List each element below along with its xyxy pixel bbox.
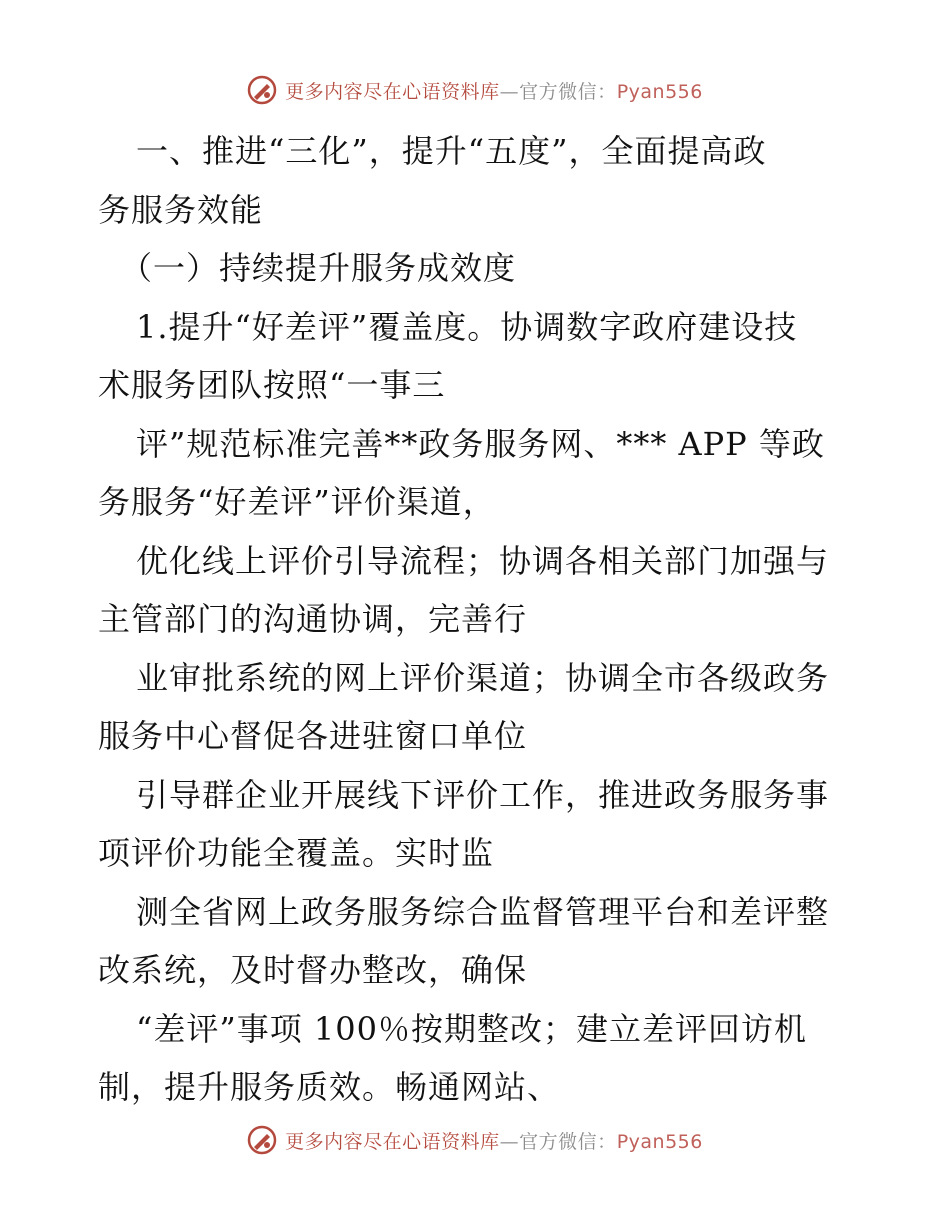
paragraph-line: 业审批系统的网上评价渠道；协调全市各级政务 [136, 658, 830, 697]
watermark-text [285, 77, 703, 104]
watermark-header [0, 70, 950, 110]
paragraph-line: 制，提升服务质效。畅通网站、 [98, 1068, 561, 1106]
watermark-footer [0, 1120, 950, 1160]
pen-logo-icon [247, 75, 277, 105]
paragraph-line: 项评价功能全覆盖。实时监 [98, 834, 495, 872]
paragraph-line: 1.提升“好差评”覆盖度。协调数字政府建设技 [136, 307, 798, 346]
paragraph-line: 改系统，及时督办整改，确保 [98, 951, 528, 989]
paragraph-line: “差评”事项 100％按期整改；建立差评回访机 [136, 1009, 807, 1048]
watermark-official: 官方微信： [519, 80, 617, 103]
subheading-line: （一）持续提升服务成效度 [120, 249, 517, 287]
heading-line-1: 一、推进“三化”，提升“五度”，全面提高政 [136, 132, 767, 170]
paragraph-line: 优化线上评价引导流程；协调各相关部门加强与 [136, 541, 830, 580]
watermark-official: 官方微信： [519, 1130, 617, 1153]
document-body [98, 122, 852, 1117]
watermark-wechat-id: Pyan556 [616, 1130, 703, 1153]
heading-line-2: 务服务效能 [98, 190, 264, 229]
watermark-wechat-id: Pyan556 [616, 80, 703, 103]
watermark-site: 更多内容尽在心语资料库 [285, 80, 500, 103]
paragraph-line: 评”规范标准完善**政务服务网、*** APP 等政 [136, 424, 825, 463]
paragraph-line: 务服务“好差评”评价渠道， [98, 483, 496, 521]
watermark-text [285, 1127, 703, 1154]
pen-logo-icon [247, 1125, 277, 1155]
paragraph-line: 术服务团队按照“一事三 [98, 366, 446, 404]
watermark-dash: — [499, 80, 520, 103]
paragraph-line: 测全省网上政务服务综合监督管理平台和差评整 [136, 892, 830, 931]
paragraph-line: 引导群企业开展线下评价工作，推进政务服务事 [136, 775, 830, 814]
paragraph-line: 主管部门的沟通协调，完善行 [98, 600, 528, 638]
watermark-dash: — [499, 1130, 520, 1153]
watermark-site: 更多内容尽在心语资料库 [285, 1130, 500, 1153]
paragraph-line: 服务中心督促各进驻窗口单位 [98, 717, 528, 755]
